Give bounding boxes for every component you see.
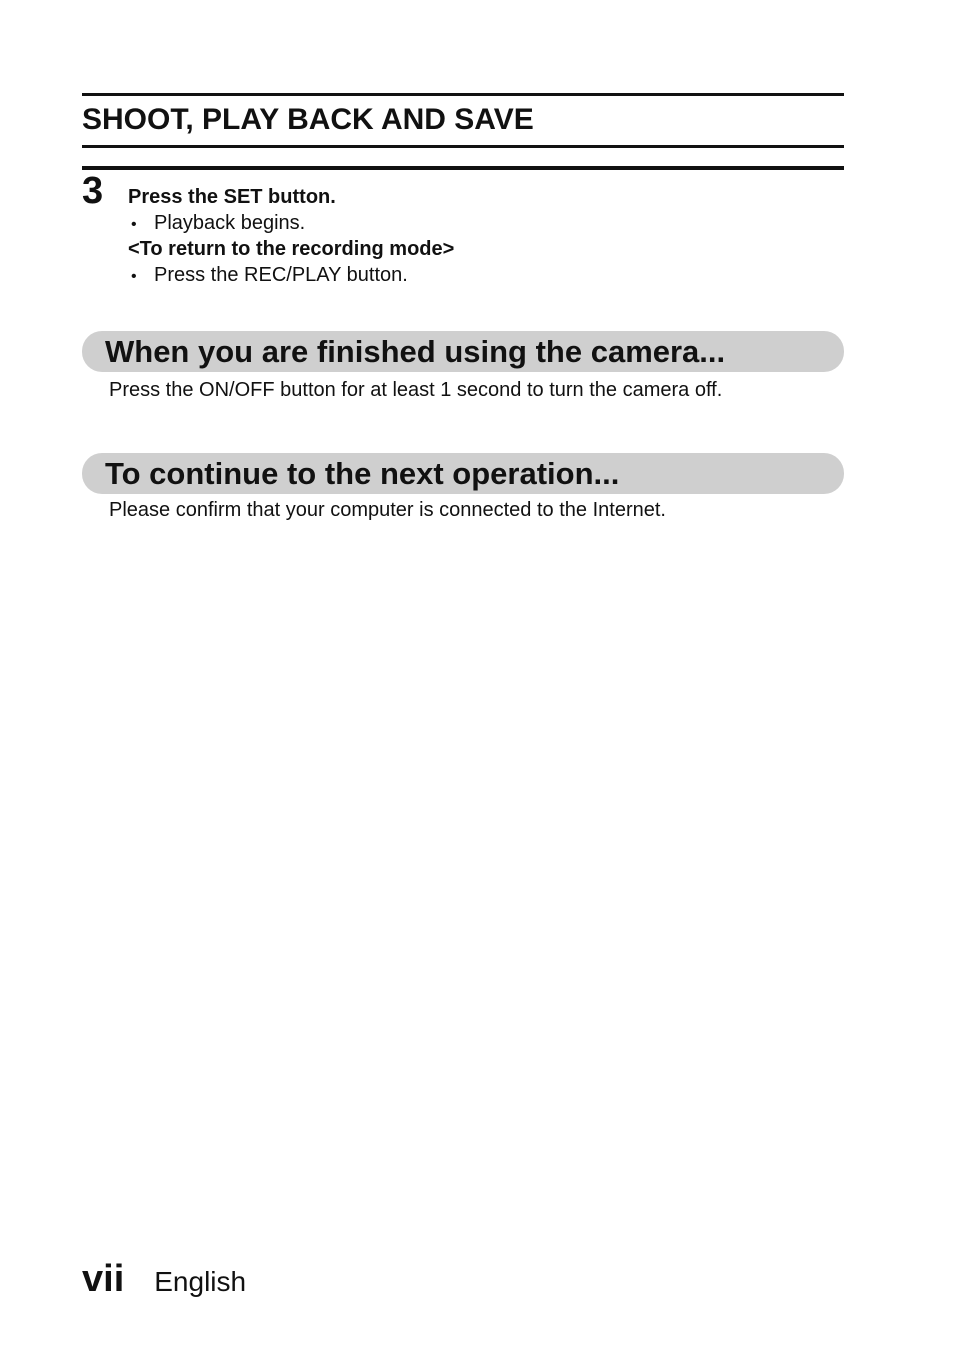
banner-text-continue: Please confirm that your computer is connected to the Internet.: [109, 499, 666, 521]
step-number: 3: [82, 170, 104, 212]
step-rule: [82, 166, 844, 170]
page-footer: [82, 1258, 246, 1301]
section-title: SHOOT, PLAY BACK AND SAVE: [82, 103, 534, 136]
step-subheading: <To return to the recording mode>: [128, 238, 455, 260]
bullet-icon: •: [131, 215, 137, 233]
section-bottom-rule: [82, 145, 844, 148]
bullet-text: Playback begins.: [154, 211, 306, 234]
step-body: [128, 185, 828, 289]
page-number: vii: [82, 1258, 125, 1300]
bullet-icon: •: [131, 267, 137, 285]
banner-finished-using-camera: When you are finished using the camera...: [82, 331, 844, 372]
banner-text-finished: Press the ON/OFF button for at least 1 second to turn the camera off.: [109, 379, 723, 401]
section-top-rule: [82, 93, 844, 96]
list-item: [128, 263, 828, 290]
banner-continue-next-operation: To continue to the next operation...: [82, 453, 844, 494]
list-item: [128, 211, 828, 238]
bullet-text: Press the REC/PLAY button.: [154, 263, 408, 286]
footer-language: English: [154, 1266, 247, 1297]
step-instruction: Press the SET button.: [128, 186, 336, 208]
